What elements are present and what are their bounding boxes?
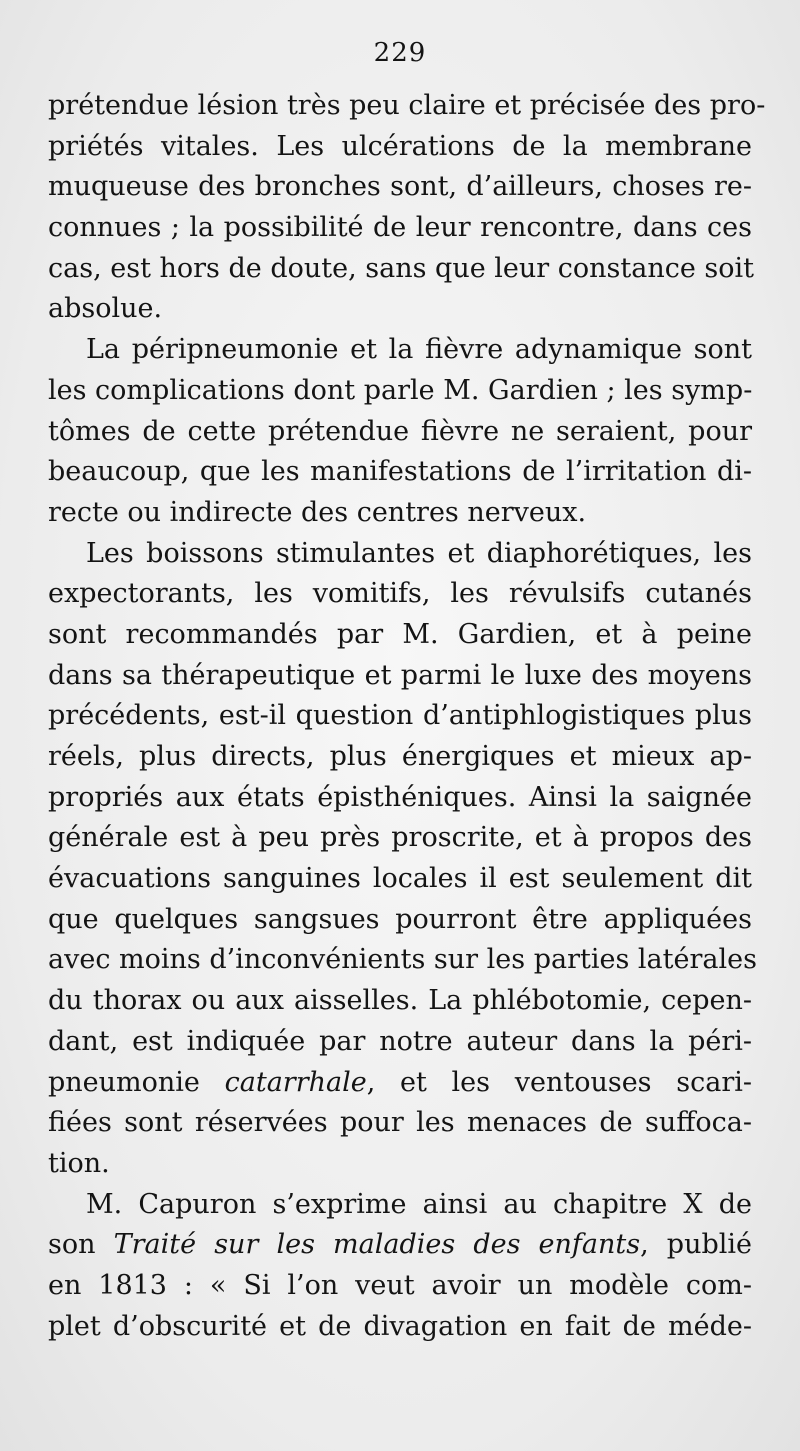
text-line: absolue.	[48, 293, 163, 325]
text-line: M. Capuron s’exprime ainsi au chapitre X de	[86, 1188, 752, 1220]
text-line: dant, est indiquée par notre auteur dans la péri-	[48, 1025, 752, 1057]
text-line: tômes de cette prétendue fièvre ne seraient, pour	[48, 415, 752, 447]
paragraph-1	[48, 86, 766, 330]
paragraph-4	[48, 1185, 752, 1348]
text-line	[48, 1063, 752, 1104]
text-line: La péripneumonie et la fièvre adynamique sont	[86, 334, 752, 366]
paragraph-3	[48, 534, 757, 1185]
text-line: évacuations sanguines locales il est seulement dit	[48, 863, 752, 895]
text-segment: son	[48, 1229, 96, 1261]
text-line	[48, 1225, 752, 1266]
paragraph-2	[48, 330, 752, 533]
text-line: connues ; la possibilité de leur rencontre, dans ces	[48, 212, 752, 244]
text-segment: pneumonie	[48, 1066, 200, 1098]
text-line: cas, est hors de doute, sans que leur constance soit	[48, 252, 755, 284]
text-line: dans sa thérapeutique et parmi le luxe des moyens	[48, 659, 752, 691]
text-line: Les boissons stimulantes et diaphorétiques, les	[86, 537, 752, 569]
text-line: générale est à peu près proscrite, et à propos des	[48, 822, 752, 854]
body-text	[48, 86, 766, 1347]
text-line: expectorants, les vomitifs, les révulsifs cutanés	[48, 578, 752, 610]
text-line: beaucoup, que les manifestations de l’irritation di-	[48, 456, 752, 488]
text-line: priétés vitales. Les ulcérations de la membrane	[48, 130, 752, 162]
text-line: en 1813 : « Si l’on veut avoir un modèle com-	[48, 1269, 752, 1301]
text-line: réels, plus directs, plus énergiques et mieux ap-	[48, 741, 752, 772]
text-line: du thorax ou aux aisselles. La phlébotomie, cepen-	[48, 985, 752, 1017]
text-line: plet d’obscurité et de divagation en fait de méde-	[48, 1310, 752, 1342]
text-line: tion.	[48, 1147, 110, 1179]
text-segment: , publié	[640, 1229, 752, 1261]
text-segment: , et les ventouses scari-	[366, 1066, 752, 1098]
text-line: avec moins d’inconvénients sur les parties latérales	[48, 944, 757, 976]
italic-term: catarrhale	[224, 1066, 367, 1098]
text-line: prétendue lésion très peu claire et précisée des pro-	[48, 90, 766, 121]
text-line: sont recommandés par M. Gardien, et à peine	[48, 618, 752, 650]
book-title: Traité sur les maladies des enfants	[113, 1229, 641, 1261]
text-line: recte ou indirecte des centres nerveux.	[48, 496, 587, 528]
page-number: 229	[373, 38, 427, 68]
text-line: propriés aux états épisthéniques. Ainsi la saignée	[48, 781, 752, 813]
text-line: fiées sont réservées pour les menaces de suffoca-	[48, 1107, 752, 1139]
text-line: précédents, est-il question d’antiphlogistiques plus	[48, 700, 752, 732]
text-line: muqueuse des bronches sont, d’ailleurs, choses re-	[48, 171, 752, 203]
text-line: les complications dont parle M. Gardien ; les symp-	[48, 374, 753, 406]
text-line: que quelques sangsues pourront être appliquées	[48, 903, 752, 935]
